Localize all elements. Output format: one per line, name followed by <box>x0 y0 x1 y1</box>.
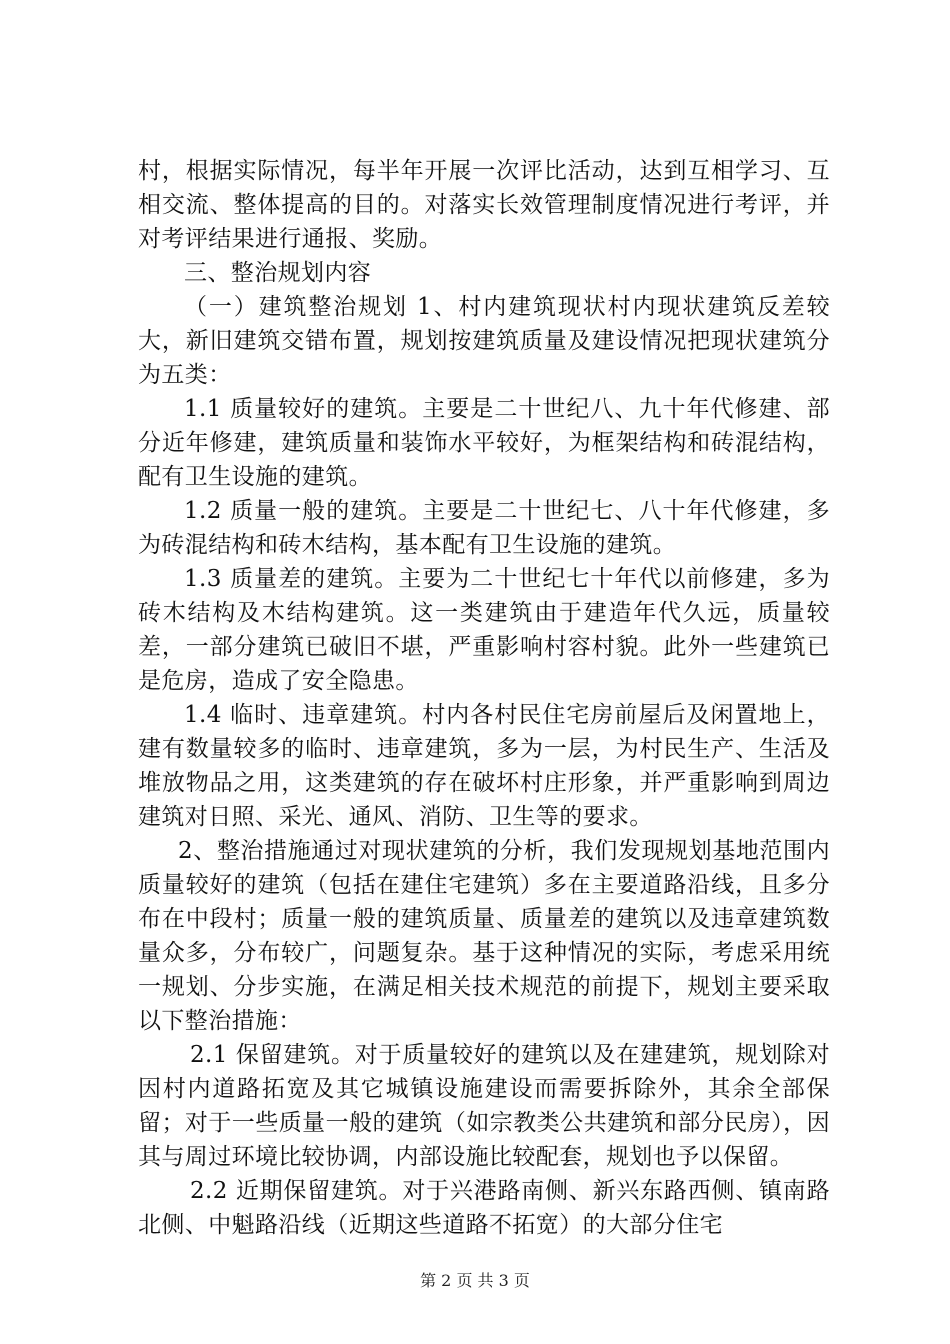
paragraph-1-3: 1.3 质量差的建筑。主要为二十世纪七十年代以前修建，多为砖木结构及木结构建筑。这一类建筑由于建造年代久远，质量较差，一部分建筑已破旧不堪，严重影响村容村貌。此外一些建筑已是危房，造成了安全隐患。 <box>138 566 830 694</box>
section-heading-3: 三、整治规划内容 <box>184 260 372 286</box>
page-number-footer: 第 2 页 共 3 页 <box>420 1271 530 1290</box>
paragraph-1-1: 1.1 质量较好的建筑。主要是二十世纪八、九十年代修建、部分近年修建，建筑质量和装饰水平较好，为框架结构和砖混结构，配有卫生设施的建筑。 <box>138 396 830 490</box>
paragraph-2-1: 2.1 保留建筑。对于质量较好的建筑以及在建建筑，规划除对因村内道路拓宽及其它城镇设施建设而需要拆除外，其余全部保留；对于一些质量一般的建筑（如宗教类公共建筑和部分民房），因其与周过环境比较协调，内部设施比较配套，规划也予以保留。 <box>138 1042 830 1170</box>
paragraph-1-4: 1.4 临时、违章建筑。村内各村民住宅房前屋后及闲置地上，建有数量较多的临时、违章建筑，多为一层，为村民生产、生活及堆放物品之用，这类建筑的存在破坏村庄形象，并严重影响到周边建筑对日照、采光、通风、消防、卫生等的要求。 <box>138 702 830 830</box>
paragraph-building-plan: （一）建筑整治规划 1、村内建筑现状村内现状建筑反差较大，新旧建筑交错布置，规划按建筑质量及建设情况把现状建筑分为五类： <box>138 294 830 388</box>
document-body <box>138 154 830 1242</box>
paragraph-2-measures: 2、整治措施通过对现状建筑的分析，我们发现规划基地范围内质量较好的建筑（包括在建住宅建筑）多在主要道路沿线，且多分布在中段村；质量一般的建筑质量、质量差的建筑以及违章建筑数量众多，分布较广，问题复杂。基于这种情况的实际，考虑采用统一规划、分步实施，在满足相关技术规范的前提下，规划主要采取以下整治措施： <box>138 838 830 1034</box>
paragraph-2-2: 2.2 近期保留建筑。对于兴港路南侧、新兴东路西侧、镇南路北侧、中魁路沿线（近期这些道路不拓宽）的大部分住宅 <box>138 1178 830 1238</box>
paragraph-continuation: 村，根据实际情况，每半年开展一次评比活动，达到互相学习、互相交流、整体提高的目的。对落实长效管理制度情况进行考评，并对考评结果进行通报、奖励。 <box>138 158 830 252</box>
paragraph-1-2: 1.2 质量一般的建筑。主要是二十世纪七、八十年代修建，多为砖混结构和砖木结构，基本配有卫生设施的建筑。 <box>138 498 830 558</box>
